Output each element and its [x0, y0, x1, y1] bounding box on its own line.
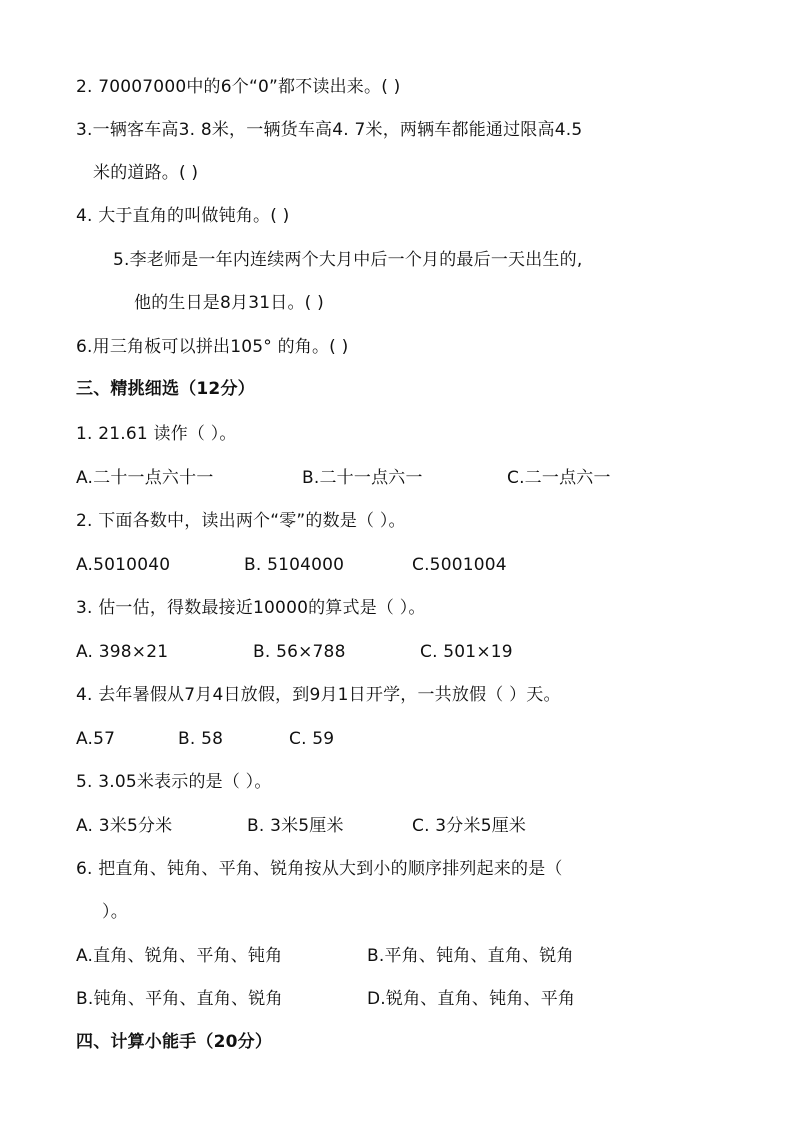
choice-q2-text: 2. 下面各数中，读出两个“零”的数是（ ）。	[76, 511, 406, 531]
section3-title: 三、精挑细选（12分）	[76, 379, 255, 399]
choice-q3-text: 3. 估一估，得数最接近10000的算式是（ ）。	[76, 598, 426, 618]
choice-q5-text: 5. 3.05米表示的是（ ）。	[76, 772, 272, 792]
choice-q6-text-line1: 6. 把直角、钝角、平角、锐角按从大到小的顺序排列起来的是（	[76, 859, 563, 879]
choice-q4-option-c: C. 59	[289, 729, 335, 749]
judgement-q6: 6.用三角板可以拼出105° 的角。( )	[76, 337, 349, 357]
choice-q1-option-b: B.二十一点六一	[302, 468, 423, 488]
choice-q1-option-a: A.二十一点六十一	[76, 468, 214, 488]
choice-q6-option-c: B.钝角、平角、直角、锐角	[76, 989, 283, 1009]
choice-q4-text: 4. 去年暑假从7月4日放假，到9月1日开学，一共放假（ ）天。	[76, 685, 561, 705]
choice-q6-option-a: A.直角、锐角、平角、钝角	[76, 946, 283, 966]
choice-q2-option-b: B. 5104000	[244, 555, 345, 575]
choice-q6-option-b: B.平角、钝角、直角、锐角	[367, 946, 574, 966]
choice-q5-option-c: C. 3分米5厘米	[412, 816, 527, 836]
choice-q6-option-d: D.锐角、直角、钝角、平角	[367, 989, 576, 1009]
judgement-q5-line2: 他的生日是8月31日。( )	[134, 293, 324, 313]
judgement-q3-line2: 米的道路。( )	[93, 163, 199, 183]
judgement-q3-line1: 3.一辆客车高3. 8米，一辆货车高4. 7米，两辆车都能通过限高4.5	[76, 120, 583, 140]
section4-title: 四、计算小能手（20分）	[76, 1032, 273, 1052]
choice-q6-text-line2: ）。	[102, 902, 128, 922]
choice-q3-option-c: C. 501×19	[420, 642, 513, 662]
judgement-q4: 4. 大于直角的叫做钝角。( )	[76, 206, 290, 226]
choice-q2-option-a: A.5010040	[76, 555, 171, 575]
choice-q4-option-b: B. 58	[178, 729, 224, 749]
choice-q2-option-c: C.5001004	[412, 555, 507, 575]
choice-q3-option-a: A. 398×21	[76, 642, 169, 662]
choice-q5-option-b: B. 3米5厘米	[247, 816, 344, 836]
judgement-q2: 2. 70007000中的6个“0”都不读出来。( )	[76, 77, 401, 97]
choice-q1-text: 1. 21.61 读作（ ）。	[76, 424, 237, 444]
choice-q4-option-a: A.57	[76, 729, 116, 749]
choice-q3-option-b: B. 56×788	[253, 642, 346, 662]
judgement-q5-line1: 5.李老师是一年内连续两个大月中后一个月的最后一天出生的,	[113, 250, 583, 270]
choice-q5-option-a: A. 3米5分米	[76, 816, 173, 836]
choice-q1-option-c: C.二一点六一	[507, 468, 611, 488]
